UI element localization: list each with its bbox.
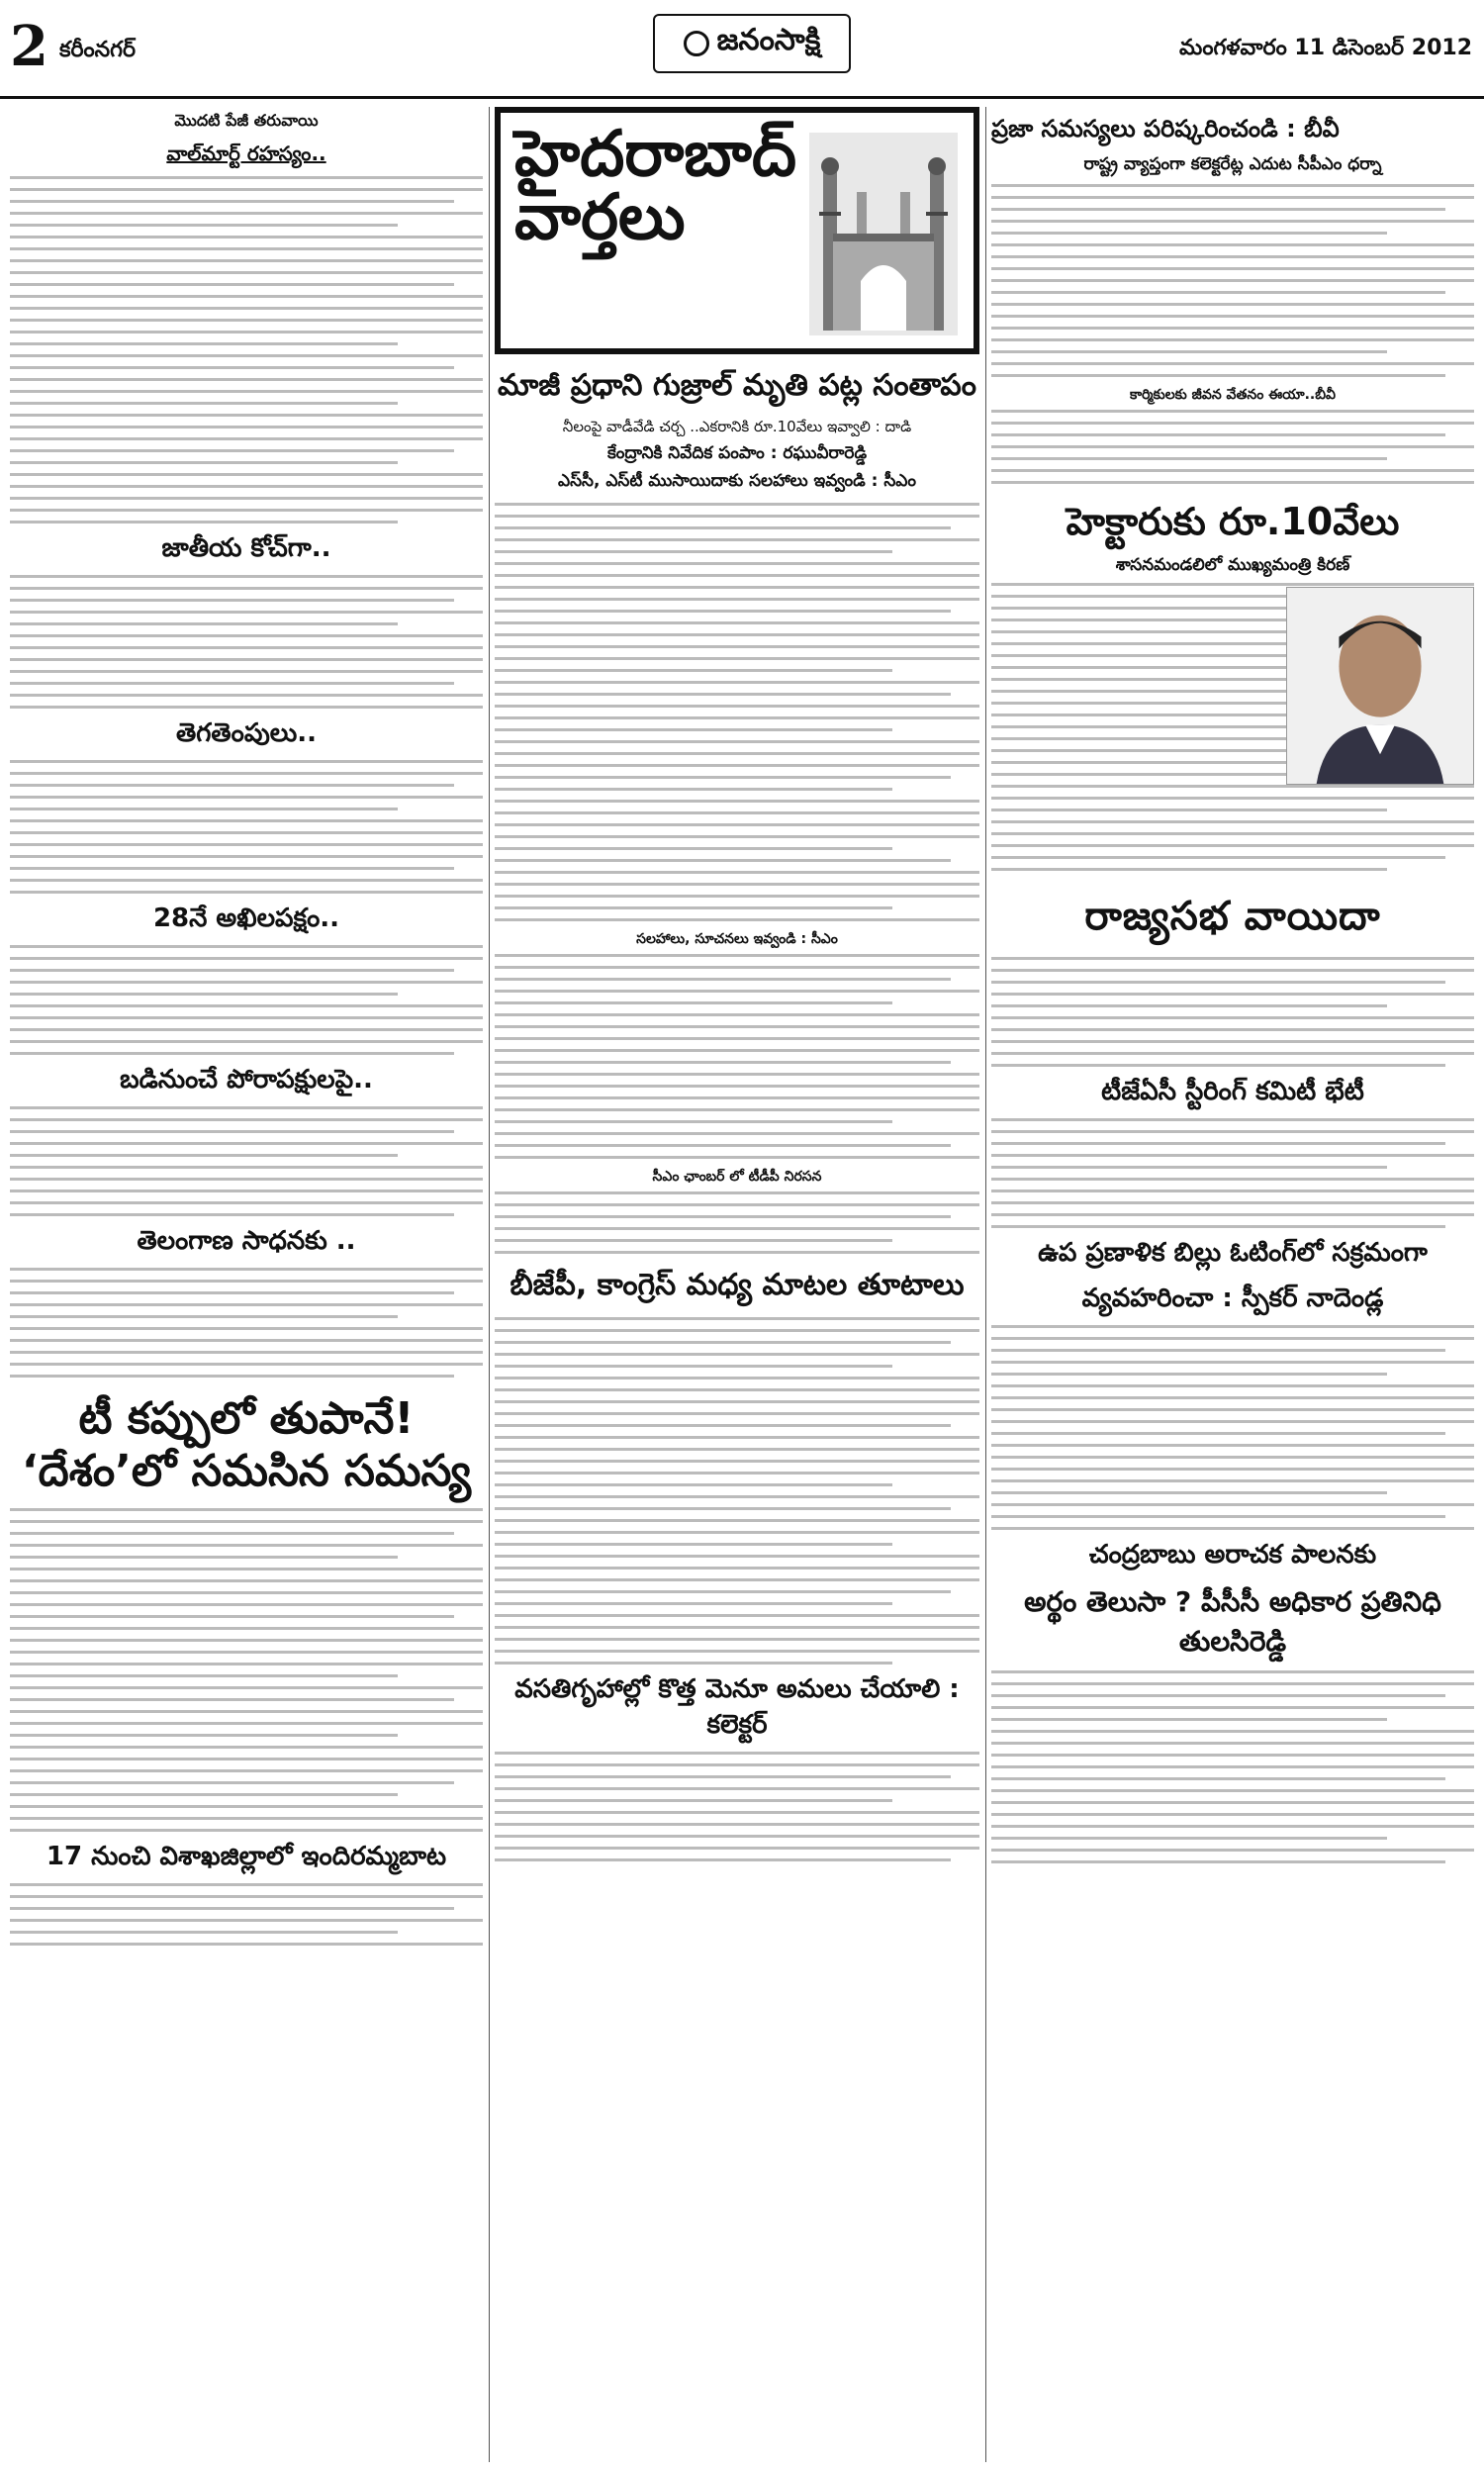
article-headline: ప్రజా సమస్యలు పరిష్కరించండి : బీవీ: [991, 115, 1340, 143]
sub-headline: సీఎం ఛాంబర్ లో టీడీపీ నిరసన: [652, 1169, 822, 1185]
article-headline-main: మాజీ ప్రధాని గుజ్రాల్ మృతి పట్ల సంతాపం: [498, 368, 976, 403]
logo-text: జనంసాక్షి: [716, 23, 821, 57]
article-body: [495, 954, 979, 1159]
banner-title: [514, 118, 801, 254]
article-headline: ఉప ప్రణాళిక బిల్లు ఓటింగ్‌లో సక్రమంగా: [1038, 1237, 1428, 1268]
hyderabad-news-banner: [495, 107, 979, 354]
article-headline: 17 నుంచి విశాఖజిల్లాలో ఇందిరమ్మబాట: [46, 1841, 447, 1871]
article-body: [10, 1106, 483, 1216]
page-number: 2: [10, 14, 48, 79]
sub-headline: కార్మికులకు జీవన వేతనం ఈయా..బీవీ: [1130, 387, 1336, 403]
article-body: [10, 176, 483, 523]
article-headline: తెలంగాణ సాధనకు ..: [137, 1226, 356, 1256]
article-deck: వ్యవహరించా : స్పీకర్ నాదెండ్ల: [1081, 1283, 1384, 1313]
article-body: [991, 184, 1474, 377]
article-body: [991, 410, 1474, 484]
article-body: [991, 957, 1474, 1067]
section-label: కరీంనగర్: [59, 38, 137, 62]
middle-column: [495, 107, 979, 1870]
article-body: [991, 1118, 1474, 1228]
article-body: [991, 1325, 1474, 1530]
article-body: [10, 1268, 483, 1378]
masthead: [0, 0, 1484, 99]
right-column: [991, 107, 1474, 1872]
article-headline: బీజేపీ, కాంగ్రెస్ మధ్య మాటల తూటాలు: [510, 1268, 965, 1302]
article-headline: బడినుంచే పోరాపక్షులపై..: [120, 1065, 373, 1094]
headline-line: ‘దేశం’లో సమసిన సమస్య: [21, 1445, 472, 1496]
article-headline: రాజ్యసభ వాయిదా: [1084, 893, 1381, 939]
banner-line: వార్తలు: [514, 181, 686, 254]
article-body: [495, 503, 979, 921]
article-headline: హెక్టారుకు రూ.10వేలు: [1066, 500, 1400, 543]
charminar-icon: [809, 133, 958, 335]
article-block: [991, 583, 1474, 880]
article-body: [10, 575, 483, 709]
article-headline: టీజేఏసీ స్టీరింగ్ కమిటీ భేటీ: [1101, 1076, 1364, 1106]
banner-line: హైదరాబాద్: [514, 118, 797, 191]
article-body: [495, 1317, 979, 1665]
logo-icon: [684, 31, 709, 56]
column-rule: [985, 107, 986, 2462]
article-deck: కేంద్రానికి నివేదిక పంపాం : రఘువీరారెడ్డి: [606, 443, 868, 463]
portrait-photo: [1286, 587, 1474, 785]
article-body: [10, 945, 483, 1055]
headline-line: టీ కప్పులో తుపానే!: [78, 1393, 415, 1444]
column-rule: [489, 107, 490, 2462]
article-deck: నీలంపై వాడీవేడి చర్చ ..ఎకరానికి రూ.10వేలు ఇవ్వాలి : దాడి: [562, 418, 912, 435]
article-headline-main: [10, 1393, 483, 1498]
article-headline: వాల్‌మార్ట్ రహస్యం..: [166, 142, 326, 165]
article-body: [991, 1670, 1474, 1863]
article-headline: తెగతెంపులు..: [176, 718, 317, 748]
article-deck: ఎస్‌సీ, ఎస్‌టీ ముసాయిదాకు సలహాలు ఇవ్వండి : సీఎం: [557, 471, 917, 491]
continued-kicker: మొదటి పేజీ తరువాయి: [174, 111, 319, 130]
article-headline: చంద్రబాబు అరాచక పాలనకు: [1088, 1539, 1377, 1570]
article-body: [10, 1508, 483, 1832]
left-column: [10, 107, 483, 1954]
article-headline: అర్థం తెలుసా ? పీసీసీ అధికార ప్రతినిధి తులసిరెడ్డి: [1024, 1584, 1441, 1658]
article-body: [495, 1191, 979, 1254]
article-deck: రాష్ట్ర వ్యాప్తంగా కలెక్టరేట్ల ఎదుట సీపీఎం ధర్నా: [1083, 154, 1382, 174]
article-body: [10, 1883, 483, 1946]
article-deck: శాసనమండలిలో ముఖ్యమంత్రి కిరణ్: [1115, 554, 1350, 575]
article-headline: వసతిగృహాల్లో కొత్త మెనూ అమలు చేయాలి : కలెక్టర్: [514, 1674, 960, 1740]
issue-date: మంగళవారం 11 డిసెంబర్ 2012: [1179, 36, 1472, 60]
article-headline: 28నే అఖిలపక్షం..: [152, 904, 340, 933]
sub-headline: సలహాలు, సూచనలు ఇవ్వండి : సీఎం: [636, 931, 838, 947]
article-body: [495, 1752, 979, 1861]
article-body: [10, 760, 483, 894]
newspaper-logo: [653, 14, 851, 73]
article-headline: జాతీయ కోచ్‌గా..: [161, 533, 331, 563]
